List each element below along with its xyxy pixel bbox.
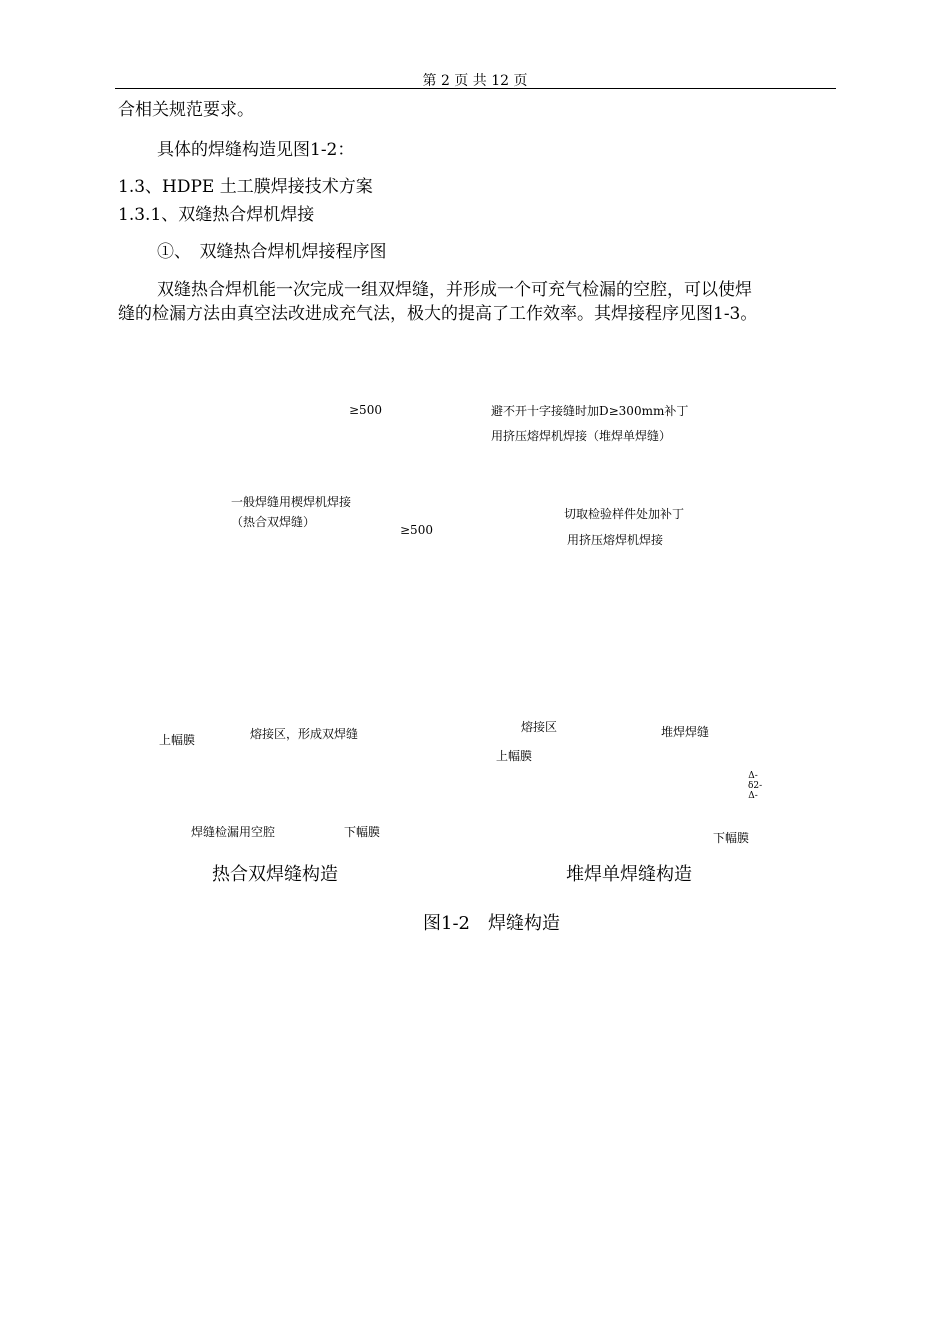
- text-line: 合相关规范要求。: [118, 100, 254, 120]
- label-fusion-zone: 熔接区，形成双焊缝: [250, 727, 359, 741]
- label-lower-membrane: 下幅膜: [713, 831, 750, 845]
- label-bead-weld: 堆焊焊缝: [661, 725, 710, 739]
- annotation: 避不开十字接缝时加D≥300mm补丁: [491, 404, 689, 418]
- annotation: （热合双焊缝）: [231, 515, 316, 529]
- dimension-label-vertical: Δ-δ2-Δ-: [748, 771, 763, 801]
- subsection-heading: 1.3.1、双缝热合焊机焊接: [118, 205, 315, 225]
- annotation: 用挤压熔焊机焊接（堆焊单焊缝）: [491, 429, 672, 443]
- label-upper-membrane: 上幅膜: [159, 733, 196, 747]
- figure-caption: 图1-2 焊缝构造: [423, 913, 560, 934]
- annotation: 一般焊缝用楔焊机焊接: [231, 495, 352, 509]
- text-line: 具体的焊缝构造见图1-2：: [157, 140, 355, 160]
- dimension-label: ≥500: [349, 403, 382, 417]
- annotation: 切取检验样件处加补丁: [564, 507, 685, 521]
- header-rule: [115, 88, 836, 89]
- list-item: ①、 双缝热合焊机焊接程序图: [157, 242, 387, 262]
- paragraph-line: 双缝热合焊机能一次完成一组双焊缝，并形成一个可充气检漏的空腔，可以使焊: [157, 280, 752, 300]
- paragraph-line: 缝的检漏方法由真空法改进成充气法，极大的提高了工作效率。其焊接程序见图1-3。: [118, 304, 758, 324]
- subfigure-title: 堆焊单焊缝构造: [566, 864, 692, 885]
- annotation: 用挤压熔焊机焊接: [567, 533, 664, 547]
- label-fusion-zone: 熔接区: [521, 720, 558, 734]
- label-upper-membrane: 上幅膜: [496, 749, 533, 763]
- page-header: 第 2 页 共 12 页: [422, 73, 528, 89]
- label-cavity: 焊缝检漏用空腔: [191, 825, 276, 839]
- subfigure-title: 热合双焊缝构造: [212, 864, 338, 885]
- section-heading: 1.3、HDPE 土工膜焊接技术方案: [118, 177, 373, 197]
- label-lower-membrane: 下幅膜: [344, 825, 381, 839]
- dimension-label: ≥500: [400, 523, 433, 537]
